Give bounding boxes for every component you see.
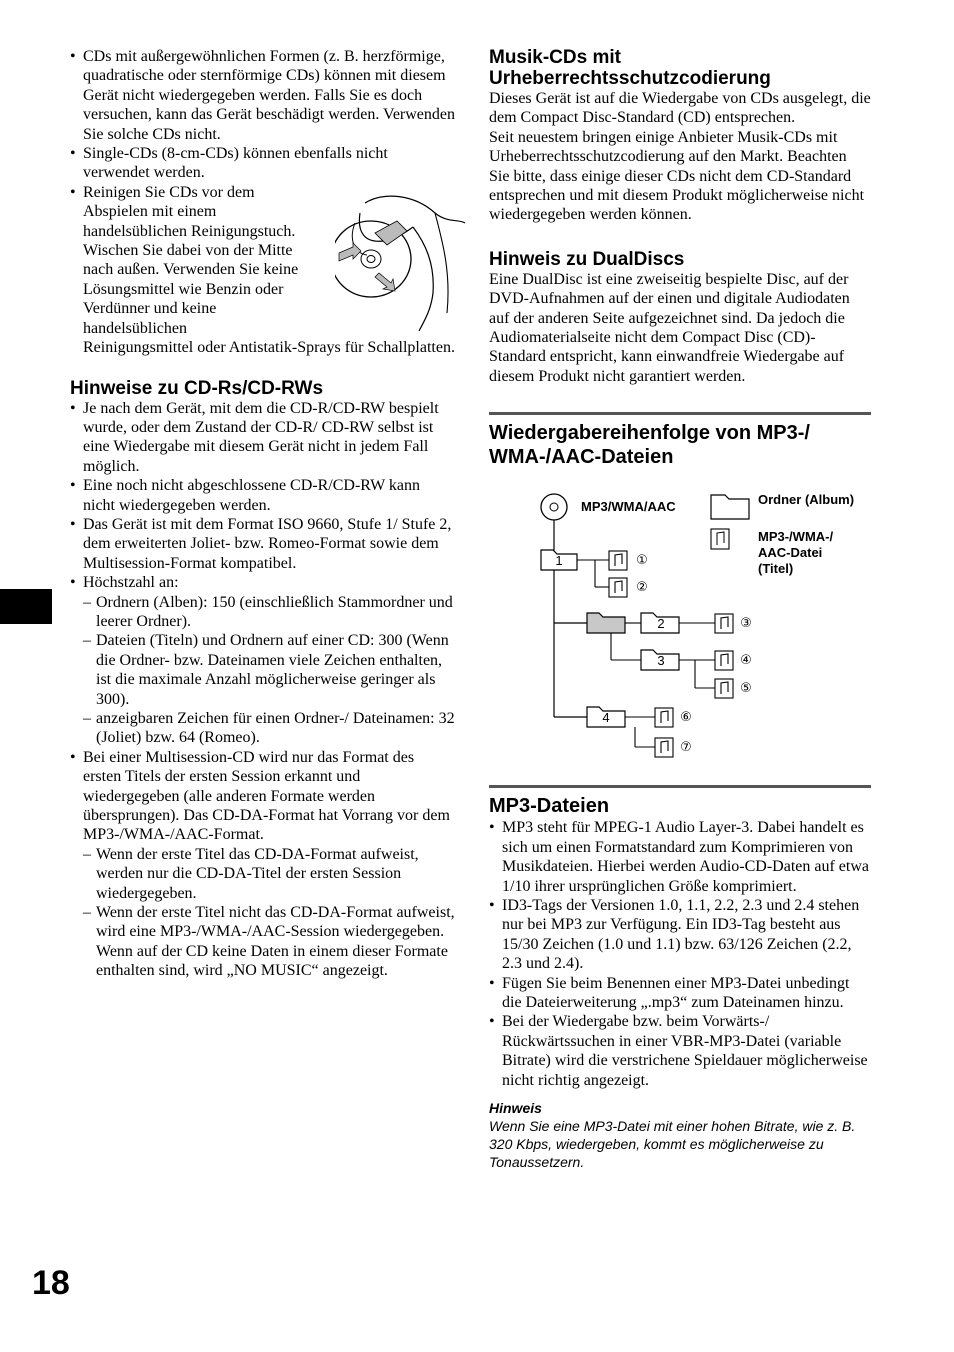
sub-item: – anzeigbaren Zeichen für einen Ordner-/ Dateinamen: 32 (Joliet) bzw. 64 (Romeo).: [83, 709, 455, 748]
copy-protection-heading: Musik-CDs mit Urheberrechtsschutzcodierung: [489, 47, 771, 89]
play-order-heading: Wiedergabereihenfolge von MP3-/ WMA-/AAC-Dateien: [489, 412, 871, 469]
note-text: Wenn Sie eine MP3-Datei mit einer hohen Bitrate, wie z. B. 320 Kbps, wiedergeben, kommt es möglicherweise zu Tonaussetzern.: [489, 1117, 856, 1170]
root-folder-icon: [587, 613, 625, 633]
list-item: • Eine noch nicht abgeschlossene CD-R/CD-RW kann nicht wiedergegeben werden.: [70, 476, 455, 515]
note-heading: Hinweis: [489, 1099, 542, 1116]
track-7-file-icon: [655, 738, 673, 757]
page-number: 18: [32, 1264, 70, 1302]
track-1-file-icon: [609, 551, 627, 570]
track-2-number: ②: [636, 579, 648, 595]
list-item-multisession: [70, 748, 455, 981]
track-1-number: ①: [636, 552, 648, 568]
copy-protection-p2: Seit neuestem bringen einige Anbieter Musik-CDs mit Urheberrechtsschutzcodierung auf den Markt. Beachten Sie bitte, dass einige dieser CDs nicht dem CD-Standard entsprechen und mit diesem Produkt möglicherweise nicht wiedergegeben werden können.: [489, 128, 865, 224]
right-column: [489, 47, 871, 1171]
folder-legend-icon: [711, 495, 749, 519]
track-7-number: ⑦: [680, 739, 692, 755]
list-item: • Single-CDs (8-cm-CDs) können ebenfalls nicht verwendet werden.: [70, 144, 455, 183]
mp3-list: [489, 818, 871, 1090]
sub-item: – Dateien (Titeln) und Ordnern auf einer CD: 300 (Wenn die Ordner- bzw. Dateinamen viele Zeichen enthalten, ist die maximale Anzahl möglicherweise geringer als 300).: [83, 631, 455, 709]
sub-item: – Wenn der erste Titel nicht das CD-DA-Format aufweist, wird eine MP3-/WMA-/AAC-Session wiedergegeben. Wenn auf der CD keine Daten in einem dieser Formate enthalten sind, wird „NO MUSIC“ angezeigt.: [83, 903, 455, 981]
folder-3-number: 3: [657, 653, 665, 669]
cleaning-text-cont: Reinigungsmittel oder Antistatik-Sprays für Schallplatten.: [83, 339, 455, 357]
track-5-file-icon: [715, 679, 733, 698]
list-item: • MP3 steht für MPEG-1 Audio Layer-3. Dabei handelt es sich um einen Formatstandard zum Komprimieren von Musikdateien. Hierbei werden Audio-CD-Daten auf etwa 1/10 ihrer ursprünglichen Größe komprimiert.: [489, 818, 871, 896]
list-item: • Bei der Wiedergabe bzw. beim Vorwärts-/ Rückwärtssuchen in einer VBR-MP3-Datei (variable Bitrate) wird die verstrichene Spieldauer möglicherweise nicht richtig angezeigt.: [489, 1012, 871, 1090]
list-item: • ID3-Tags der Versionen 1.0, 1.1, 2.2, 2.3 und 2.4 stehen nur bei MP3 zur Verfügung. Ein ID3-Tag besteht aus 15/30 Zeichen (1.0 und 1.1) bzw. 63/126 Zeichen (2.2, 2.3 und 2.4).: [489, 896, 871, 974]
track-6-number: ⑥: [680, 709, 692, 725]
sub-item: – Ordnern (Alben): 150 (einschließlich Stammordner und leerer Ordner).: [83, 593, 455, 632]
track-6-file-icon: [655, 708, 673, 727]
folder-4-number: 4: [602, 710, 610, 726]
dualdisc-heading: Hinweis zu DualDiscs: [489, 248, 685, 270]
track-4-file-icon: [715, 651, 733, 670]
disc-label: MP3/WMA/AAC: [581, 499, 676, 515]
sub-item: – Wenn der erste Titel das CD-DA-Format aufweist, werden nur die CD-DA-Titel der ersten Session wiedergegeben.: [83, 845, 455, 903]
multisession-sublist: [83, 845, 455, 981]
section-tab-marker: [0, 589, 52, 624]
list-item: • CDs mit außergewöhnlichen Formen (z. B. herzförmige, quadratische oder sternförmige CDs) können mit diesem Gerät nicht wiedergegeben werden. Falls Sie es doch versuchen, kann das Gerät beschädigt werden. Verwenden Sie solche CDs nicht.: [70, 47, 455, 144]
folder-legend-label: Ordner (Album): [758, 492, 855, 508]
list-item: • Fügen Sie beim Benennen einer MP3-Datei unbedingt die Dateierweiterung „.mp3“ zum Dateinamen hinzu.: [489, 974, 871, 1013]
track-3-file-icon: [715, 614, 733, 633]
list-item: • Das Gerät ist mit dem Format ISO 9660, Stufe 1/ Stufe 2, dem erweiterten Joliet- bzw. Romeo-Format sowie dem Multisession-Format kompatibel.: [70, 515, 455, 573]
cd-cleaning-illustration: [335, 183, 467, 331]
dualdisc-text: Eine DualDisc ist eine zweiseitig bespielte Disc, auf der DVD-Aufnahmen auf der einen und digitale Audiodaten auf der anderen Seite aufgezeichnet sind. Da jedoch die Audiomaterialseite nicht dem Compact Disc (CD)-Standard entspricht, kann einwandfreie Wiedergabe auf diesem Produkt nicht garantiert werden.: [489, 270, 850, 385]
folder-tree-diagram: [489, 485, 871, 765]
track-2-file-icon: [609, 578, 627, 597]
list-item: • Je nach dem Gerät, mit dem die CD-R/CD-RW bespielt wurde, oder dem Zustand der CD-R/ CD-RW selbst ist eine Wiedergabe mit diesem Gerät nicht in jedem Fall möglich.: [70, 399, 455, 477]
file-legend-label: MP3-/WMA-/ AAC-Datei (Titel): [758, 529, 834, 577]
max-label: • Höchstzahl an:: [83, 574, 179, 592]
mp3-heading: MP3-Dateien: [489, 785, 871, 818]
file-legend-icon: [711, 529, 729, 549]
track-5-number: ⑤: [740, 680, 752, 696]
folder-1-number: 1: [555, 553, 563, 569]
cdr-heading: Hinweise zu CD-Rs/CD-RWs: [70, 377, 324, 399]
cleaning-text: • Reinigen Sie CDs vor dem Abspielen mit einem handelsüblichen Reinigungstuch. Wischen Sie dabei von der Mitte nach außen. Verwenden Sie keine Lösungsmittel wie Benzin oder Verdünner und keine handelsüblichen: [83, 183, 299, 337]
max-sublist: [83, 593, 455, 748]
multisession-text: • Bei einer Multisession-CD wird nur das Format des ersten Titels der ersten Session erkannt und wiedergegeben (alle anderen Formate werden übersprungen). Das CD-DA-Format hat Vorrang vor dem MP3-/WMA-/AAC-Format.: [83, 748, 450, 844]
cleaning-block: [83, 183, 455, 338]
copy-protection-p1: Dieses Gerät ist auf die Wiedergabe von CDs ausgelegt, die dem Compact Disc-Standard (CD) entsprechen.: [489, 90, 871, 127]
folder-2-number: 2: [657, 616, 665, 632]
disc-icon: [541, 494, 567, 520]
left-column: [70, 47, 455, 981]
cdr-list: [70, 399, 455, 981]
track-4-number: ④: [740, 652, 752, 668]
track-3-number: ③: [740, 615, 752, 631]
cd-notes-list: [70, 47, 455, 358]
list-item-max: [70, 573, 455, 748]
list-item-cleaning: [70, 183, 455, 358]
